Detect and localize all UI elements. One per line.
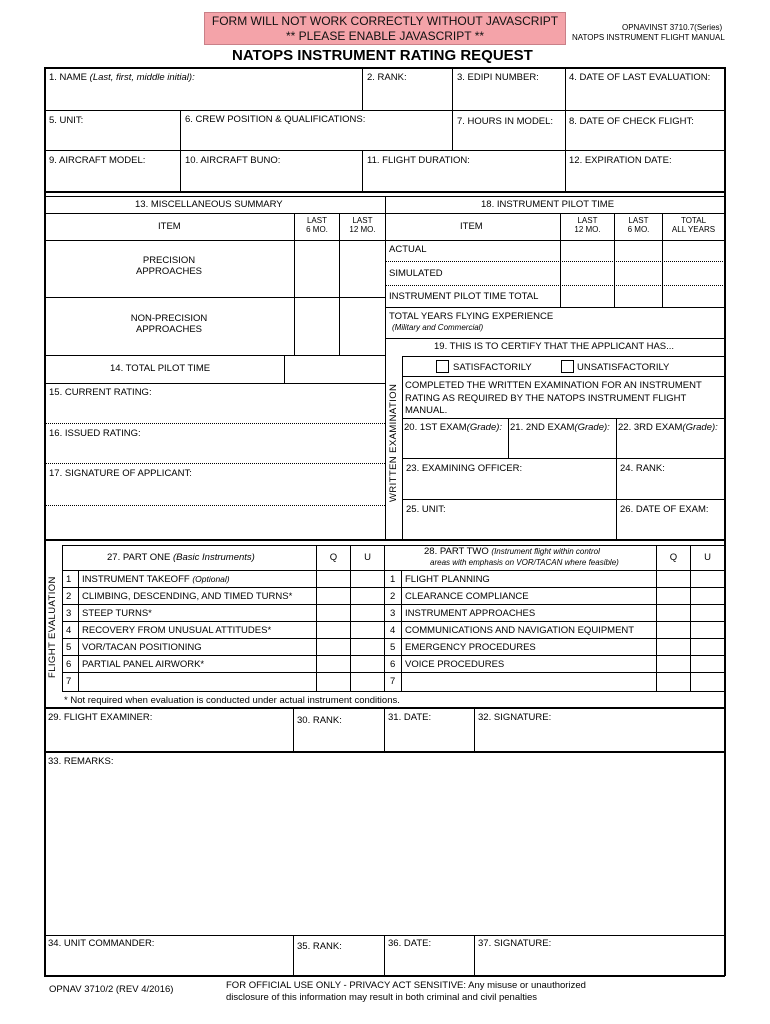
part-two-item-number: 1 [390, 574, 396, 585]
part-two-heading: 28. PART TWO (Instrument flight within control [424, 546, 600, 557]
part-two-item-number: 5 [390, 642, 396, 653]
examiner-signature-label: 32. SIGNATURE: [478, 712, 552, 723]
flight-duration-label: 11. FLIGHT DURATION: [367, 155, 470, 166]
flight-examiner-label: 29. FLIGHT EXAMINER: [48, 712, 153, 723]
part-two-item-number: 6 [390, 659, 396, 670]
part-one-item-number: 3 [66, 608, 72, 619]
edipi-number-field[interactable] [453, 68, 565, 110]
commander-rank-label: 35. RANK: [297, 941, 342, 952]
simulated-last12-input[interactable] [561, 262, 614, 285]
part-one-item-label: CLIMBING, DESCENDING, AND TIMED TURNS* [82, 591, 293, 602]
part-one-item-label: VOR/TACAN POSITIONING [82, 642, 202, 653]
part-two-u-input[interactable] [691, 639, 724, 655]
crew-position-field[interactable] [181, 111, 452, 150]
part-two-u-input[interactable] [691, 605, 724, 621]
part-one-q-input[interactable] [317, 588, 350, 604]
certify-heading: 19. THIS IS TO CERTIFY THAT THE APPLICANT HAS... [434, 341, 675, 352]
part-one-u-input[interactable] [351, 673, 384, 689]
part-one-item-number: 5 [66, 642, 72, 653]
part-one-q-header: Q [329, 552, 338, 563]
form-number: OPNAV 3710/2 (REV 4/2016) [49, 984, 174, 995]
date-check-flight-label: 8. DATE OF CHECK FLIGHT: [569, 116, 694, 127]
misc-last12-header: LAST 12 MO. [349, 216, 376, 234]
commander-date-field[interactable] [385, 936, 474, 975]
part-one-u-input[interactable] [351, 588, 384, 604]
crew-position-label: 6. CREW POSITION & QUALIFICATIONS: [185, 114, 366, 125]
form-title: NATOPS INSTRUMENT RATING REQUEST [232, 47, 533, 64]
part-two-item-label: EMERGENCY PROCEDURES [405, 642, 536, 653]
part-one-u-header: U [364, 552, 371, 563]
warning-line-2: ** PLEASE ENABLE JAVASCRIPT ** [285, 29, 485, 43]
unsatisfactorily-label: UNSATISFACTORILY [577, 362, 670, 373]
examining-officer-label: 23. EXAMINING OFFICER: [406, 463, 523, 474]
edipi-label: 3. EDIPI NUMBER: [457, 72, 539, 83]
date-check-flight-field[interactable] [566, 111, 724, 150]
third-exam-label: 22. 3RD EXAM [618, 422, 683, 433]
flight-evaluation-label: FLIGHT EVALUATION [47, 576, 58, 678]
footnote-not-required: * Not required when evaluation is conducted under actual instrument conditions. [64, 695, 400, 706]
part-two-u-input[interactable] [691, 673, 724, 689]
part-two-q-input[interactable] [657, 571, 690, 587]
part-two-heading-note: areas with emphasis on VOR/TACAN where feasible) [430, 558, 619, 567]
part-two-u-input[interactable] [691, 656, 724, 672]
part-one-item-label: STEEP TURNS* [82, 608, 152, 619]
total-years-flying-label: TOTAL YEARS FLYING EXPERIENCE [389, 311, 554, 322]
part-two-q-input[interactable] [657, 605, 690, 621]
part-two-item-label: INSTRUMENT APPROACHES [405, 608, 536, 619]
misc-last6-header: LAST 6 MO. [306, 216, 328, 234]
aircraft-buno-label: 10. AIRCRAFT BUNO: [185, 155, 281, 166]
part-two-u-input[interactable] [691, 588, 724, 604]
applicant-signature-field[interactable] [45, 464, 385, 539]
date-of-exam-field[interactable] [617, 500, 724, 539]
part-one-q-input[interactable] [317, 673, 350, 689]
current-rating-field[interactable] [45, 384, 385, 423]
part-one-q-input[interactable] [317, 639, 350, 655]
part-two-q-input[interactable] [657, 656, 690, 672]
unit-label: 5. UNIT: [49, 115, 84, 126]
part-one-q-input[interactable] [317, 605, 350, 621]
hours-in-model-field[interactable] [453, 111, 565, 150]
ipt-total-last12-input[interactable] [561, 286, 614, 307]
part-two-q-input[interactable] [657, 673, 690, 689]
nonprecision-last12-input[interactable] [340, 298, 385, 355]
current-rating-label: 15. CURRENT RATING: [49, 387, 152, 398]
expiration-date-field[interactable] [566, 151, 724, 191]
total-pilot-time-label: 14. TOTAL PILOT TIME [110, 363, 211, 374]
examiner-signature-field[interactable] [475, 709, 724, 751]
unsatisfactorily-checkbox[interactable] [561, 360, 574, 373]
second-exam-hint: (Grade): [574, 422, 610, 433]
part-two-item-label: FLIGHT PLANNING [405, 574, 490, 585]
reference-manual: NATOPS INSTRUMENT FLIGHT MANUAL [572, 33, 725, 42]
applicant-signature-label: 17. SIGNATURE OF APPLICANT: [49, 468, 192, 479]
reference-instruction: OPNAVINST 3710.7(Series) [622, 23, 723, 32]
part-one-item-number: 6 [66, 659, 72, 670]
unit-field[interactable] [45, 111, 180, 150]
completed-exam-statement: COMPLETED THE WRITTEN EXAMINATION FOR AN INSTRUMENT RATING AS REQUIRED BY THE NATOPS INSTRUMENT FLIGHT MANUAL. [405, 380, 702, 416]
actual-total-input[interactable] [663, 241, 724, 261]
remarks-field[interactable] [45, 753, 724, 935]
second-exam-grade-field[interactable] [509, 419, 616, 458]
part-one-u-input[interactable] [351, 639, 384, 655]
flight-duration-field[interactable] [363, 151, 565, 191]
part-one-item-number: 4 [66, 625, 72, 636]
misc-item-header: ITEM [158, 221, 181, 232]
part-one-heading: 27. PART ONE (Basic Instruments) [107, 552, 255, 563]
privacy-notice: FOR OFFICIAL USE ONLY - PRIVACY ACT SENSITIVE: Any misuse or unauthorized disclosure of this information may result in both criminal and civil penalties [226, 980, 586, 1003]
examiner-date-field[interactable] [385, 709, 474, 751]
remarks-label: 33. REMARKS: [48, 756, 114, 767]
issued-rating-field[interactable] [45, 424, 385, 463]
written-examination-label: WRITTEN EXAMINATION [388, 383, 399, 502]
total-years-flying-input[interactable] [561, 308, 724, 338]
exam-unit-label: 25. UNIT: [406, 504, 446, 515]
part-two-q-input[interactable] [657, 639, 690, 655]
unit-commander-label: 34. UNIT COMMANDER: [48, 938, 155, 949]
name-hint: (Last, first, middle initial): [89, 72, 195, 83]
second-exam-label: 21. 2ND EXAM [510, 422, 575, 433]
expiration-date-label: 12. EXPIRATION DATE: [569, 155, 672, 166]
part-two-u-input[interactable] [691, 622, 724, 638]
ipt-total-header: TOTAL ALL YEARS [671, 216, 716, 234]
part-two-item-label: CLEARANCE COMPLIANCE [405, 591, 529, 602]
part-one-q-input[interactable] [317, 622, 350, 638]
actual-last6-input[interactable] [615, 241, 662, 261]
examiner-rank-field[interactable] [294, 709, 384, 751]
warning-line-1: FORM WILL NOT WORK CORRECTLY WITHOUT JAVASCRIPT [211, 14, 559, 28]
hours-in-model-label: 7. HOURS IN MODEL: [457, 116, 554, 127]
part-two-item-label: COMMUNICATIONS AND NAVIGATION EQUIPMENT [405, 625, 635, 636]
third-exam-grade-field[interactable] [617, 419, 724, 458]
actual-label: ACTUAL [389, 244, 427, 255]
simulated-total-input[interactable] [663, 262, 724, 285]
total-pilot-time-input[interactable] [285, 356, 385, 383]
non-precision-approaches-label: NON-PRECISION APPROACHES [130, 313, 208, 335]
commander-signature-label: 37. SIGNATURE: [478, 938, 552, 949]
first-exam-label: 20. 1ST EXAM [404, 422, 467, 433]
part-one-item-label: PARTIAL PANEL AIRWORK* [82, 659, 205, 670]
part-two-item-number: 7 [390, 676, 396, 687]
part-two-item-label: VOICE PROCEDURES [405, 659, 505, 670]
ipt-item-header: ITEM [460, 221, 483, 232]
part-one-q-input[interactable] [317, 656, 350, 672]
nonprecision-last6-input[interactable] [295, 298, 339, 355]
precision-last6-input[interactable] [295, 241, 339, 297]
part-one-u-input[interactable] [351, 622, 384, 638]
unit-commander-field[interactable] [45, 936, 293, 975]
commander-signature-field[interactable] [475, 936, 724, 975]
part-one-u-input[interactable] [351, 571, 384, 587]
part-two-q-header: Q [669, 552, 678, 563]
misc-summary-heading: 13. MISCELLANEOUS SUMMARY [135, 199, 283, 210]
exam-rank-label: 24. RANK: [620, 463, 665, 474]
name-field[interactable] [45, 68, 362, 110]
aircraft-model-field[interactable] [45, 151, 180, 191]
first-exam-grade-field[interactable] [403, 419, 508, 458]
part-one-item-label: RECOVERY FROM UNUSUAL ATTITUDES* [82, 625, 272, 636]
simulated-last6-input[interactable] [615, 262, 662, 285]
part-two-u-input[interactable] [691, 571, 724, 587]
precision-approaches-label: PRECISION APPROACHES [136, 255, 202, 277]
javascript-warning-banner [204, 12, 566, 45]
aircraft-model-label: 9. AIRCRAFT MODEL: [49, 155, 146, 166]
issued-rating-label: 16. ISSUED RATING: [49, 428, 141, 439]
total-years-flying-note: (Military and Commercial) [392, 323, 484, 332]
part-one-item-number: 1 [66, 574, 72, 585]
ipt-last6-header: LAST 6 MO. [627, 216, 650, 234]
part-two-item-number: 3 [390, 608, 396, 619]
satisfactorily-label: SATISFACTORILY [453, 362, 532, 373]
examiner-date-label: 31. DATE: [388, 712, 432, 723]
examining-officer-field[interactable] [403, 459, 616, 499]
date-last-evaluation-label: 4. DATE OF LAST EVALUATION: [569, 72, 711, 83]
part-two-q-input[interactable] [657, 622, 690, 638]
part-two-q-input[interactable] [657, 588, 690, 604]
simulated-label: SIMULATED [389, 268, 443, 279]
part-two-item-number: 4 [390, 625, 396, 636]
first-exam-hint: (Grade): [466, 422, 503, 433]
part-one-u-input[interactable] [351, 656, 384, 672]
part-one-item-number: 2 [66, 591, 72, 602]
examiner-rank-label: 30. RANK: [297, 715, 342, 726]
third-exam-hint: (Grade): [682, 422, 718, 433]
name-label: 1. NAME [49, 72, 90, 83]
date-last-evaluation-field[interactable] [566, 68, 724, 110]
part-one-item-label: INSTRUMENT TAKEOFF (Optional) [82, 574, 230, 585]
aircraft-buno-field[interactable] [181, 151, 362, 191]
rank-field[interactable] [363, 68, 452, 110]
part-one-u-input[interactable] [351, 605, 384, 621]
part-one-item-number: 7 [66, 676, 72, 687]
ipt-last12-header: LAST 12 MO. [574, 216, 601, 234]
flight-examiner-field[interactable] [45, 709, 293, 751]
part-two-u-header: U [704, 552, 711, 563]
rank-label: 2. RANK: [367, 72, 407, 83]
actual-last12-input[interactable] [561, 241, 614, 261]
part-one-q-input[interactable] [317, 571, 350, 587]
ipt-total-all-input[interactable] [663, 286, 724, 307]
ipt-total-label: INSTRUMENT PILOT TIME TOTAL [389, 291, 539, 302]
instrument-pilot-time-heading: 18. INSTRUMENT PILOT TIME [481, 199, 615, 210]
date-of-exam-label: 26. DATE OF EXAM: [620, 504, 709, 515]
satisfactorily-checkbox[interactable] [436, 360, 449, 373]
exam-rank-field[interactable] [617, 459, 724, 499]
ipt-total-last6-input[interactable] [615, 286, 662, 307]
exam-unit-field[interactable] [403, 500, 616, 539]
commander-date-label: 36. DATE: [388, 938, 432, 949]
commander-rank-field[interactable] [294, 936, 384, 975]
precision-last12-input[interactable] [340, 241, 385, 297]
part-two-item-number: 2 [390, 591, 396, 602]
